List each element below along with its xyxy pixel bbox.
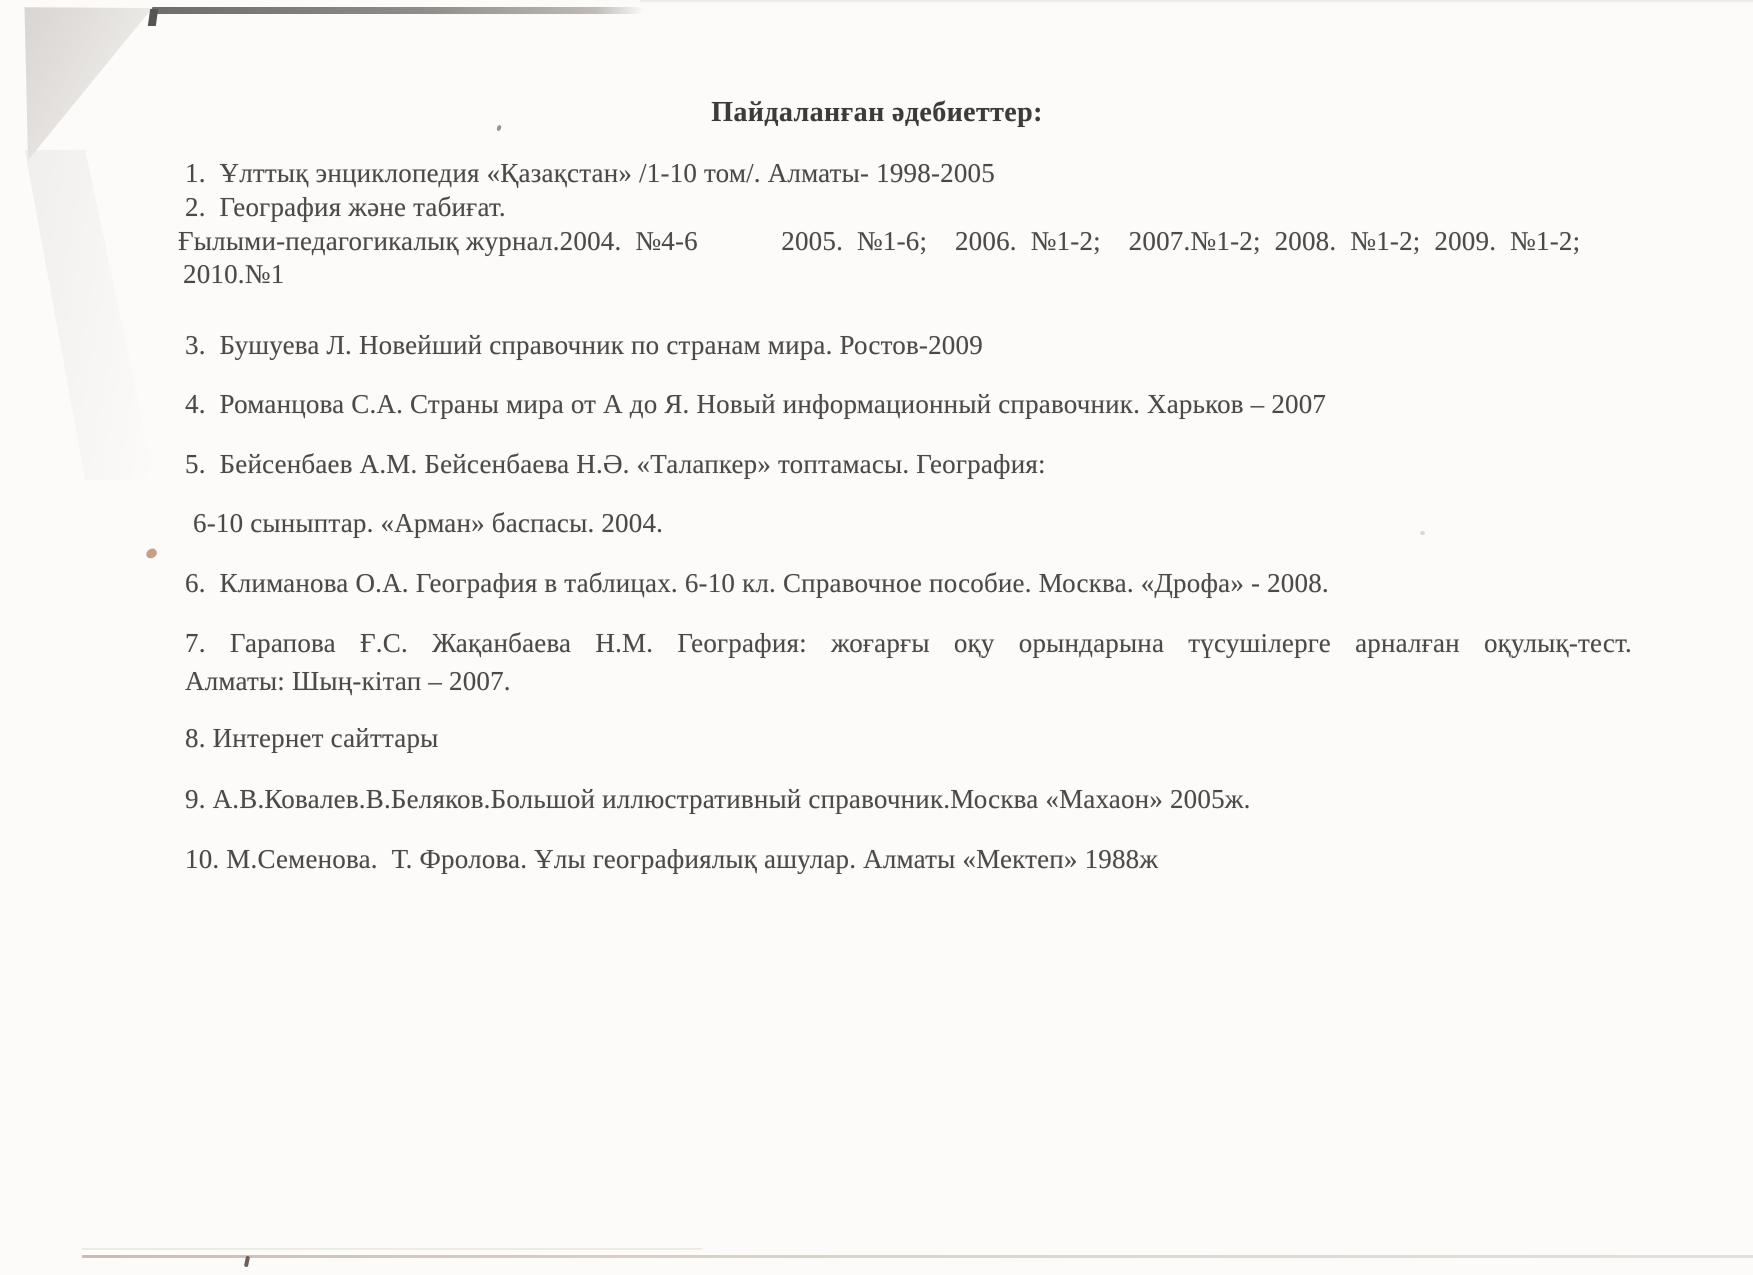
paper-stain-dot bbox=[145, 547, 159, 560]
scan-top-edge-notch bbox=[148, 9, 158, 26]
reference-item-5: 5. Бейсенбаев А.М. Бейсенбаева Н.Ә. «Талапкер» топтамасы. География: bbox=[185, 449, 1046, 479]
reference-item-7: 7. Гарапова Ғ.С. Жақанбаева Н.М. География: жоғарғы оқу орындарына түсушілерге арналған оқулық-тест. bbox=[185, 628, 1632, 658]
reference-item-6: 6. Климанова О.А. География в таблицах. 6-10 кл. Справочное пособие. Москва. «Дрофа» - 2008. bbox=[185, 568, 1329, 598]
reference-item-7-continuation: Алматы: Шың-кітап – 2007. bbox=[185, 666, 511, 696]
reference-item-4: 4. Романцова С.А. Страны мира от А до Я. Новый информационный справочник. Харьков – 2007 bbox=[185, 389, 1327, 419]
page-title: Пайдаланған әдебиеттер: bbox=[711, 97, 1043, 128]
reference-item-3: 3. Бушуева Л. Новейший справочник по странам мира. Ростов-2009 bbox=[185, 330, 983, 360]
scan-top-edge-line bbox=[152, 7, 644, 14]
reference-item-1: 1. Ұлттық энциклопедия «Қазақстан» /1-10 том/. Алматы- 1998-2005 bbox=[185, 158, 995, 188]
scan-bottom-edge-faint bbox=[82, 1248, 702, 1250]
reference-item-5-continuation: 6-10 сыныптар. «Арман» баспасы. 2004. bbox=[193, 508, 664, 538]
scan-bottom-edge-line bbox=[82, 1255, 1753, 1258]
scan-speck bbox=[244, 1256, 250, 1268]
reference-item-2-continuation: 2010.№1 bbox=[183, 259, 285, 289]
reference-item-9: 9. А.В.Ковалев.В.Беляков.Большой иллюстративный справочник.Москва «Махаон» 2005ж. bbox=[185, 784, 1251, 814]
reference-item-2: 2. География және табиғат. bbox=[185, 192, 506, 222]
scan-top-edge-faint bbox=[640, 0, 1753, 4]
corner-shadow-artifact bbox=[0, 150, 155, 480]
reference-item-10: 10. М.Семенова. Т. Фролова. Ұлы географиялық ашулар. Алматы «Мектеп» 1988ж bbox=[185, 844, 1159, 874]
scan-speck bbox=[1420, 531, 1425, 535]
reference-item-2-journal-line: Ғылыми-педагогикалық журнал.2004. №4-6 2005. №1-6; 2006. №1-2; 2007.№1-2; 2008. №1-2; 2009. №1-2; bbox=[178, 226, 1581, 256]
reference-item-8: 8. Интернет сайттары bbox=[185, 723, 439, 753]
